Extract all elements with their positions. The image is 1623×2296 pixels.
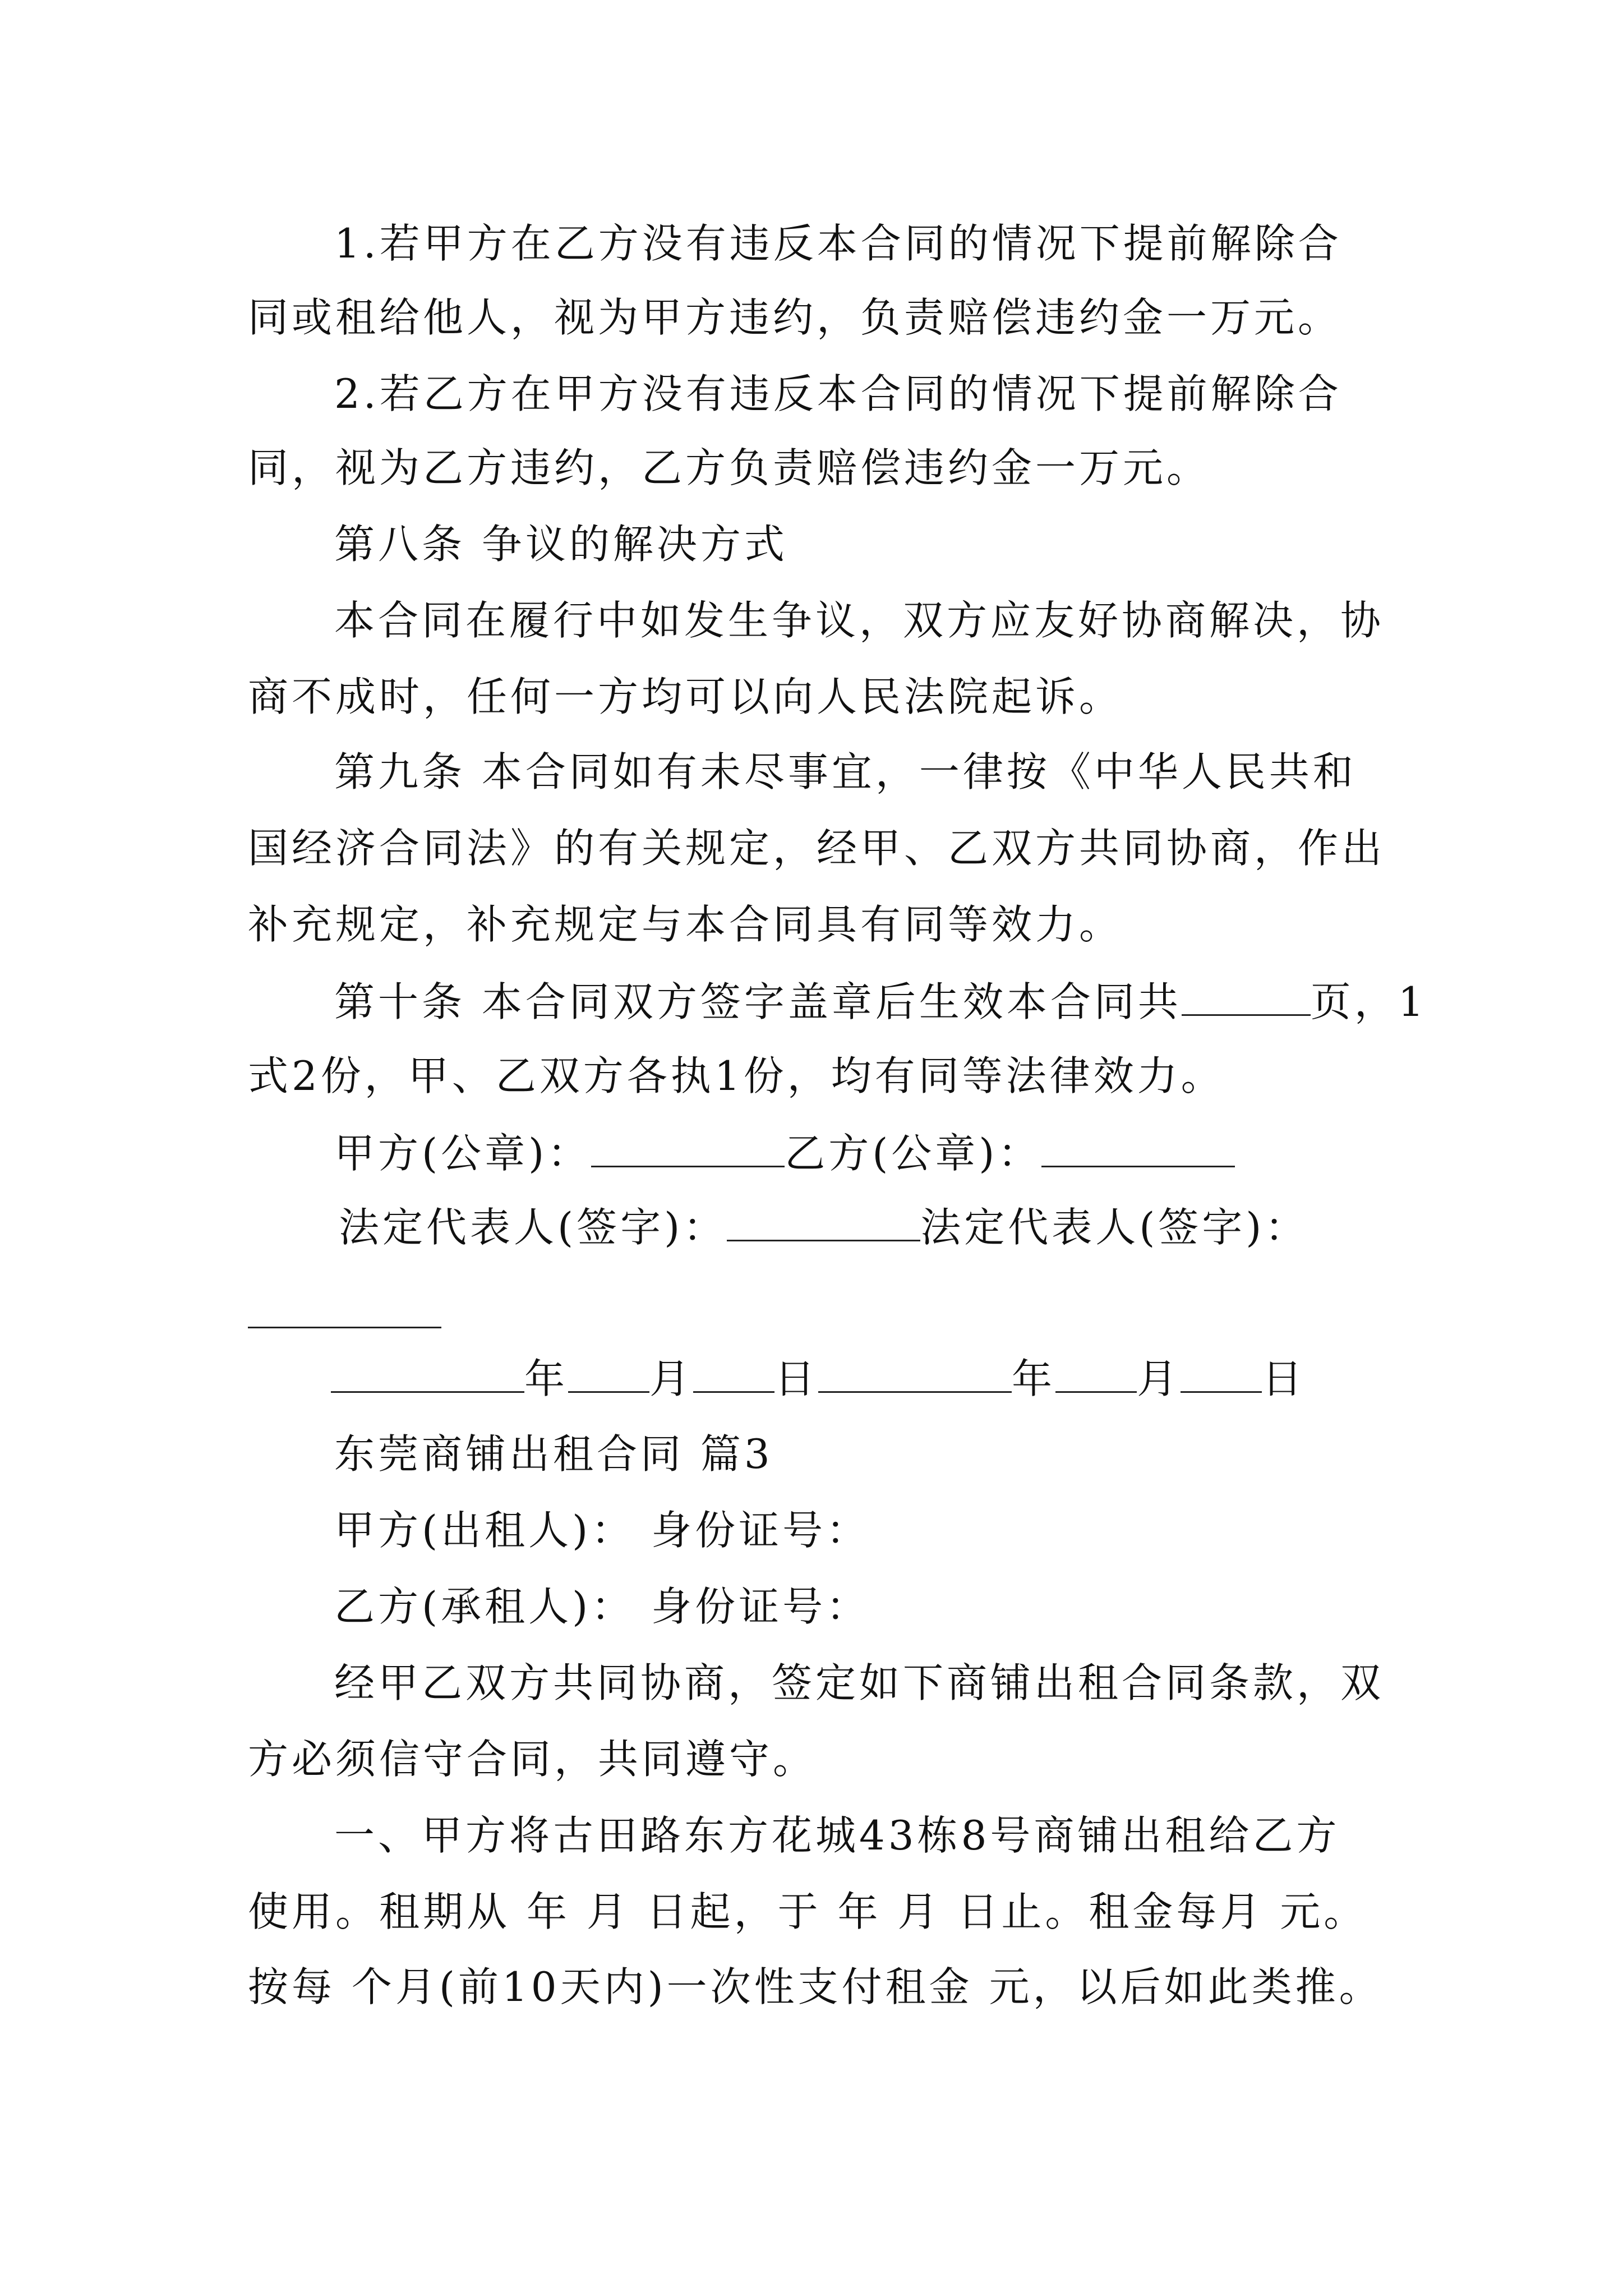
party-b-year-blank (818, 1358, 1012, 1393)
clause-8-heading: 第八条 争议的解决方式 (334, 521, 788, 568)
party-b-day-label: 日 (1262, 1355, 1306, 1402)
party-a-representative-blank (727, 1206, 920, 1241)
clause-9-line-2: 国经济合同法》的有关规定，经甲、乙双方共同协商，作出 (248, 825, 1386, 872)
party-b-month-blank (1055, 1358, 1137, 1393)
party-a-month-label: 月 (649, 1355, 694, 1402)
party-a-day-blank (693, 1358, 774, 1393)
clause-10-line-1 (334, 978, 1427, 1025)
clause-10-line-2: 式2份，甲、乙双方各执1份，均有同等法律效力。 (248, 1052, 1225, 1099)
party-a-day-label: 日 (774, 1355, 819, 1402)
lessor-line: 甲方(出租人)： 身份证号： (334, 1507, 870, 1554)
party-b-representative-label: 法定代表人(签字)： (920, 1204, 1309, 1251)
party-b-day-blank (1181, 1358, 1262, 1393)
party-a-seal-row (334, 1130, 1235, 1177)
clause-7-item-2-line-1: 2.若乙方在甲方没有违反本合同的情况下提前解除合 (334, 370, 1342, 417)
party-a-year-label: 年 (524, 1355, 569, 1402)
clause-7-item-1-line-2: 同或租给他人，视为甲方违约，负责赔偿违约金一万元。 (248, 294, 1342, 341)
article-1-line-1: 一、甲方将古田路东方花城43栋8号商铺出租给乙方 (334, 1812, 1340, 1859)
clause-8-body-line-2: 商不成时，任何一方均可以向人民法院起诉。 (248, 673, 1123, 720)
clause-9-line-1: 第九条 本合同如有未尽事宜，一律按《中华人民共和 (334, 748, 1357, 795)
party-b-representative-blank (248, 1327, 441, 1328)
preamble-line-2: 方必须信守合同，共同遵守。 (248, 1736, 817, 1783)
preamble-line-1: 经甲乙双方共同协商，签定如下商铺出租合同条款，双 (334, 1659, 1385, 1706)
legal-representative-row (339, 1204, 1309, 1251)
page-count-blank (1182, 981, 1311, 1016)
clause-10-text-end: 页，1 (1310, 978, 1427, 1025)
clause-8-body-line-1: 本合同在履行中如发生争议，双方应友好协商解决，协 (334, 597, 1385, 644)
party-a-year-blank (331, 1358, 524, 1393)
signing-date-row (331, 1355, 1306, 1402)
party-b-month-label: 月 (1137, 1355, 1181, 1402)
section-heading-part-3: 东莞商铺出租合同 篇3 (334, 1430, 773, 1478)
party-b-seal-blank (1041, 1132, 1235, 1167)
article-1-line-3: 按每 个月(前10天内)一次性支付租金 元，以后如此类推。 (248, 1963, 1383, 2010)
clause-7-item-1-line-1: 1.若甲方在乙方没有违反本合同的情况下提前解除合 (334, 220, 1342, 267)
clause-9-line-3: 补充规定，补充规定与本合同具有同等效力。 (248, 901, 1123, 948)
article-1-line-2: 使用。租期从 年 月 日起，于 年 月 日止。租金每月 元。 (248, 1888, 1368, 1935)
party-b-year-label: 年 (1012, 1355, 1056, 1402)
party-a-month-blank (568, 1358, 649, 1393)
party-a-seal-label: 甲方(公章)： (334, 1130, 592, 1177)
party-a-representative-label: 法定代表人(签字)： (339, 1204, 727, 1251)
clause-7-item-2-line-2: 同，视为乙方违约，乙方负责赔偿违约金一万元。 (248, 444, 1211, 491)
party-b-seal-label: 乙方(公章)： (785, 1130, 1042, 1177)
lessee-line: 乙方(承租人)： 身份证号： (334, 1583, 870, 1630)
party-a-seal-blank (591, 1132, 785, 1167)
clause-10-text: 第十条 本合同双方签字盖章后生效本合同共 (334, 978, 1182, 1025)
